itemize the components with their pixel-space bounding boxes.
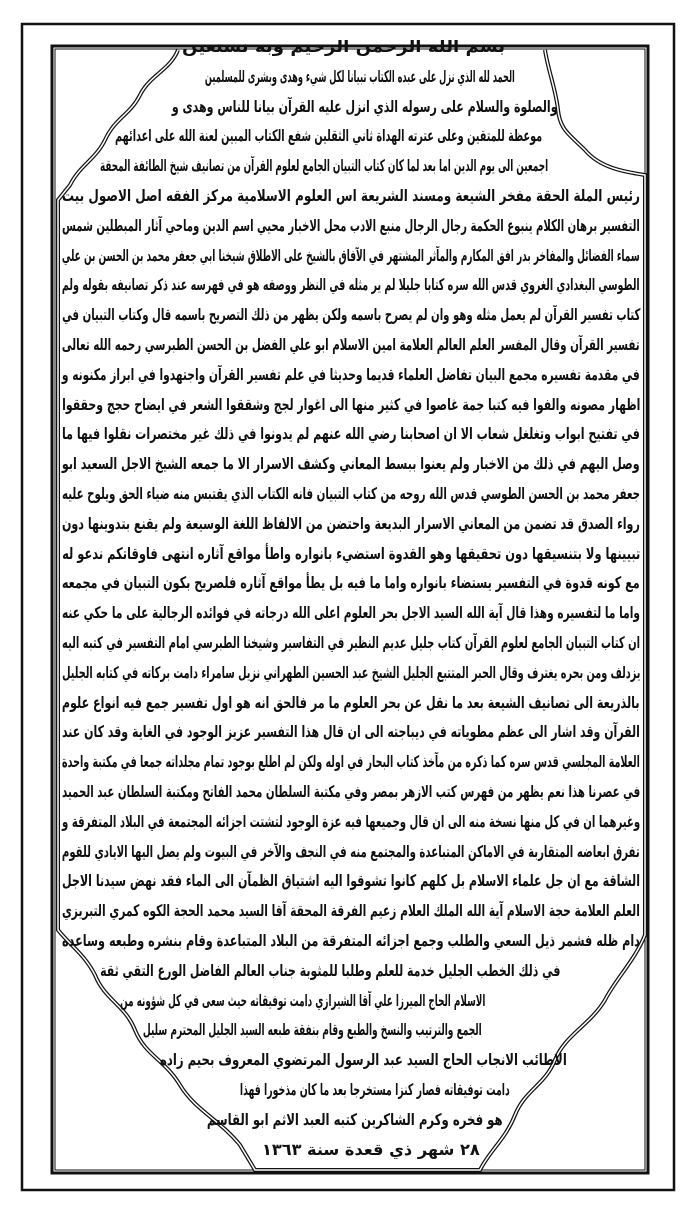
text-line: العلم العلامة حجة الاسلام آية الله الملك العلام زعيم الفرقة المحقة آقا السيد محمد الحجة الكوه كمري التبريزي xyxy=(62,901,640,921)
text-line: في مقدمة تفسيره مجمع البيان تفاضل العلماء قديما وحديثا في علم تفسير القرآن واجتهدوا في ابراز مكنونه و xyxy=(62,364,640,384)
text-line: تفسير القرآن وقال المفسر العلم العالم العلامة امين الاسلام ابو علي الفضل بن الحسن الطبرسي رحمه الله تعالى xyxy=(62,335,640,354)
text-line: الاسلام الحاج الميرزا علي آقا الشيرازي دامت توفيقاته حيث سعى في كل شؤونه من xyxy=(119,990,485,1010)
text-line: وغيرهما ان في كل منها نسخة منه الى ان قال وجميعها فيه عزة الوجود لتشتت اجزائه المجتمعة في البلاد المتفرقة و xyxy=(61,811,640,831)
text-line: الاطائب الانجاب الحاج السيد عبد الرسول المرتضوي المعروف بحيم زاده xyxy=(160,1050,567,1070)
text-line: العلامة المجلسي قدس سره كما ذكره من مآخذ كتاب البحار في اوله ولكن لم اطلع بوجود تمام مجلداته جمعا في مكتبة واحدة xyxy=(62,752,640,772)
text-line: هو فخره وكرم الشاكرين كتبه العبد الاثم ابو القاسم xyxy=(207,1109,503,1129)
text-line: اظهار مصونه والفوا فيه كتبا جمة غاصوا في كثير منها الى اغوار لجج وشققوا الشعر في ايضاح حجج وحققوا xyxy=(61,394,640,414)
text-line: في ذلك الخطب الجليل خدمة للعلم وطلبا للمثوبة جناب العالم الفاضل الورع التقي ثقة xyxy=(99,960,560,980)
text-line: واما ما لتفسيره وهذا قال آية الله السيد الاجل بحر العلوم اعلى الله درجاته في فوائده الرجالية على ما حكي عنه xyxy=(62,603,640,623)
text-line: رئيس الملة الحقة مفخر الشيعة ومسند الشريعة اس العلوم الاسلامية مركز الفقه اصل الاصول بيت xyxy=(62,186,640,205)
text-line: يزدلف ومن بحره يغترف وقال الحبر المتتبع الجليل الشيخ عبد الحسين الطهراني نزيل سامراء دامت بركاته في كتابه الجليل xyxy=(61,662,640,682)
text-line: الشاقة مع ان جل علماء الاسلام بل كلهم كانوا تشوقوا اليه اشتياق الظمآن الى الماء فقد نهض سيدنا الاجل xyxy=(61,871,640,891)
text-line: رواء الصدق قد تضمن من المعاني الاسرار البديعة واحتضن من الالفاظ اللغة الوسيعة ولم يقنع بتدوينها دون xyxy=(62,513,640,533)
text-line: الحمد لله الذي نزل على عبده الكتاب تبيانا لكل شيء وهدى وبشرى للمسلمين xyxy=(205,66,515,86)
text-line: سماء الفضائل والمفاخر بدر افق المكارم والمآثر المشتهر في الآفاق بالشيخ على الاطلاق شيخنا ابي جعفر محمد بن الحسن بن علي xyxy=(62,245,640,265)
text-line: دام ظله فشمر ذيل السعي والطلب وجمع اجزائه المتفرقة من البلاد المتباعدة وقام بنشره وطبعه وساعده xyxy=(62,931,640,950)
text-line: وصل اليهم في ذلك من الاخبار ولم يعنوا ببسط المعاني وكشف الاسرار الا ما جمعه الشيخ الاجل السعيد ابو xyxy=(62,454,640,474)
text-line: والصلوة والسلام على رسوله الذي انزل عليه القرآن بيانا للناس وهدى و xyxy=(172,96,558,116)
text-line: موعظة للمتقين وعلى عترته الهداة ثاني الثقلين شفع الكتاب المبين لعنة الله على اعدائهم xyxy=(114,126,542,146)
text-line: جعفر محمد بن الحسن الطوسي قدس الله روحه من كتاب التبيان فانه الكتاب الذي يقتبس منه ضياء الحق ويلوح عليه xyxy=(61,484,640,503)
text-line: التفسير برهان الكلام ينبوع الحكمة رجال الرجال منبع الادب محل الاخبار محيي اسم الدين وماحي آثار المبطلين شمس xyxy=(62,215,640,235)
text-line: في تفتيح ابواب وتغلغل شعاب الا ان اصحابنا رضي الله عنهم لم يدونوا في ذلك غير مختصرات نقلوا فيها ما xyxy=(62,424,640,444)
text-line: دامت توفيقاته فصار كنزا مستخرجا بعد ما كان مذخورا فهذا xyxy=(240,1080,510,1099)
text-line: الطوسي البغدادي الغروي قدس الله سره كتابا جليلا لم ير مثله في النظر ووصفه هو في فهرسه عند ذكر تصانيفه بقوله ولم xyxy=(62,275,640,295)
text-line: في عصرنا هذا نعم يظهر من فهرس كتب الازهر بمصر وفي مكتبة السلطان محمد الفاتح ومكتبة السلطان عبد الحميد xyxy=(61,782,640,801)
text-line: ان كتاب التبيان الجامع لعلوم القرآن كتاب جليل عديم النظير في التفاسير وشيخنا الطبرسي امام التفسير في كتبه اليه xyxy=(61,633,640,652)
text-line: القرآن وقد اشار الى عظم مطوياته في ديباجته الى ان قال هذا التفسير عزيز الوجود في الغاية وقد كان عند xyxy=(62,722,640,742)
text-line: الجمع والترتيب والنسخ والطبع وقام بنفقة طبعه السيد الجليل المحترم سليل xyxy=(143,1020,482,1040)
date-line: ٢٨ شهر ذي قعدة سنة ١٣٦٣ xyxy=(262,1139,480,1159)
text-line: اجمعين الى يوم الدين اما بعد لما كان كتاب التبيان الجامع لعلوم القرآن من تصانيف شيخ الطائفة المحقة xyxy=(99,156,548,176)
text-line: مع كونه قدوة في التفسير يستضاء بانواره واما ما فيه بل يطأ مواقع آثاره فلصريح بكون التبيان في مجمعه xyxy=(62,573,640,593)
text-line: كتاب تفسير القرآن لم يعمل مثله وهو وان لم يصرح باسمه ولكن يظهر من ذلك التصريح باسمه قال وكتاب التبيان في xyxy=(61,305,640,325)
text-line: تفرق ابعاضه المتقاربة في الاماكن المتباعدة والمجتمع منه في النجف والآخر في البيوت ولم يصل اليها الايادي للقوم xyxy=(62,841,640,861)
text-line: تبيينها ولا بتنسيقها دون تحقيقها وهو القدوة استضيء بانواره واطأ مواقع آثاره انتهى فاوقاتكم ندعو له xyxy=(61,543,640,563)
basmala-line: بسم الله الرحمن الرحيم وبه نستعين xyxy=(181,37,505,56)
text-line: بالذريعة الى تصانيف الشيعة بعد ما نقل عن بحر العلوم ما مر فالحق انه هو اول تفسير جمع فيه انواع علوم xyxy=(62,692,640,712)
